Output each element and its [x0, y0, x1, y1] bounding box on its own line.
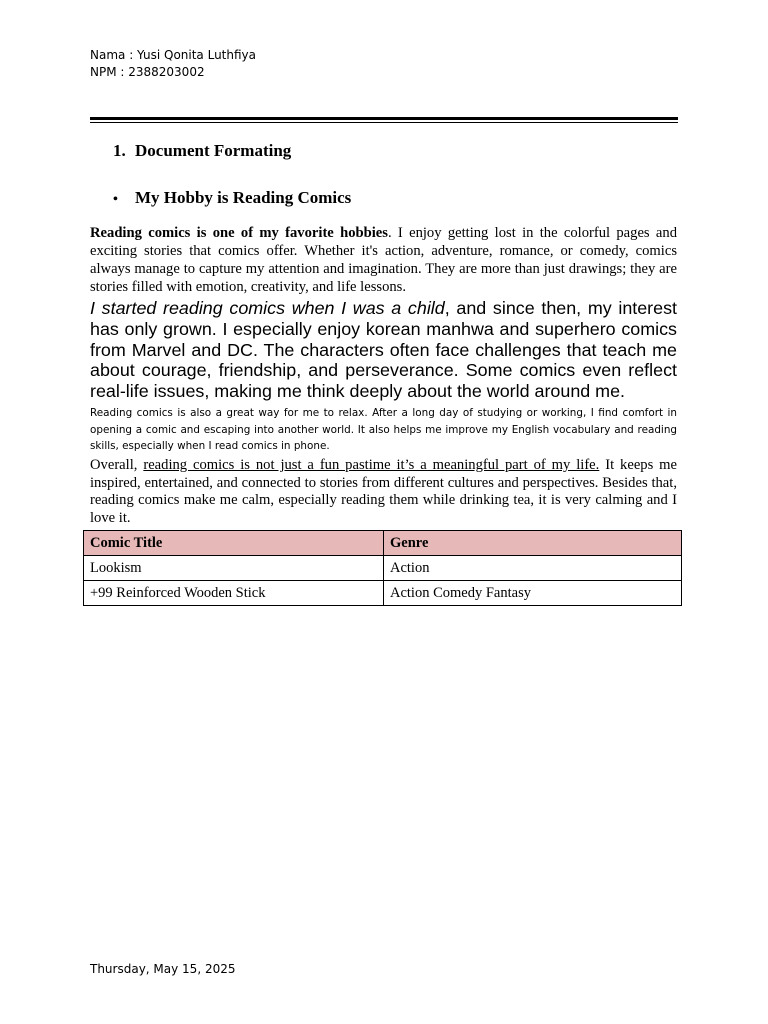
bullet-icon: •: [113, 192, 118, 207]
paragraph-intro-bold: Reading comics is one of my favorite hobbies: [90, 225, 388, 241]
paragraph-childhood-italic: I started reading comics when I was a child: [90, 298, 445, 318]
student-npm: NPM : 2388203002: [90, 65, 205, 79]
paragraph-intro: [90, 224, 677, 296]
section-title: Document Formating: [135, 141, 292, 160]
table-cell-genre: Action Comedy Fantasy: [384, 581, 682, 606]
table-cell-title: +99 Reinforced Wooden Stick: [84, 581, 384, 606]
comics-table: [83, 530, 682, 606]
section-heading: [113, 140, 291, 162]
table-header-cell: Comic Title: [84, 531, 384, 556]
footer-date: Thursday, May 15, 2025: [90, 962, 236, 976]
document-header: [90, 47, 256, 81]
header-divider-thick: [90, 117, 678, 120]
paragraph-intro-text: . I enjoy getting lost in the colorful pages and exciting stories that comics offer. Whether it's action, adventure, romance, or comedy, comics always manage to capture my attention and imagination. They are more than just drawings; they are stories filled with emotion, creativity, and life lessons.: [90, 225, 677, 295]
student-name: Nama : Yusi Qonita Luthfiya: [90, 48, 257, 62]
paragraph-overall-lead: Overall,: [90, 457, 144, 473]
paragraph-overall-text: It keeps me inspired, entertained, and connected to stories from different cultures and perspectives. Besides that, reading comics make me calm, especially reading them while drinking tea, it is very calming and I love it.: [90, 457, 678, 526]
table-cell-genre: Action: [384, 556, 682, 581]
table-header-row: [84, 531, 682, 556]
table-row: [84, 581, 682, 606]
header-divider-thin: [90, 122, 678, 123]
table-row: [84, 556, 682, 581]
paragraph-relax-text: Reading comics is also a great way for me to relax. After a long day of studying or working, I find comfort in opening a comic and escaping into another world. It also helps me improve my English vocabulary and reading skills, especially when I read comics in phone.: [90, 407, 677, 452]
paragraph-overall: [90, 457, 677, 527]
paragraph-childhood-text: , and since then, my interest has only grown. I especially enjoy korean manhwa and superhero comics from Marvel and DC. The characters often face challenges that teach me about courage, friendship, and perseverance. Some comics even reflect real-life issues, making me think deeply about the world around me.: [90, 298, 678, 402]
paragraph-overall-underlined: reading comics is not just a fun pastime it’s a meaningful part of my life.: [143, 457, 600, 473]
table-header-cell: Genre: [384, 531, 682, 556]
bullet-title: My Hobby is Reading Comics: [135, 188, 352, 207]
table-cell-title: Lookism: [84, 556, 384, 581]
bullet-heading: [113, 187, 351, 211]
paragraph-relax: [90, 405, 677, 455]
section-number: 1.: [113, 141, 126, 160]
paragraph-childhood: [90, 298, 677, 402]
